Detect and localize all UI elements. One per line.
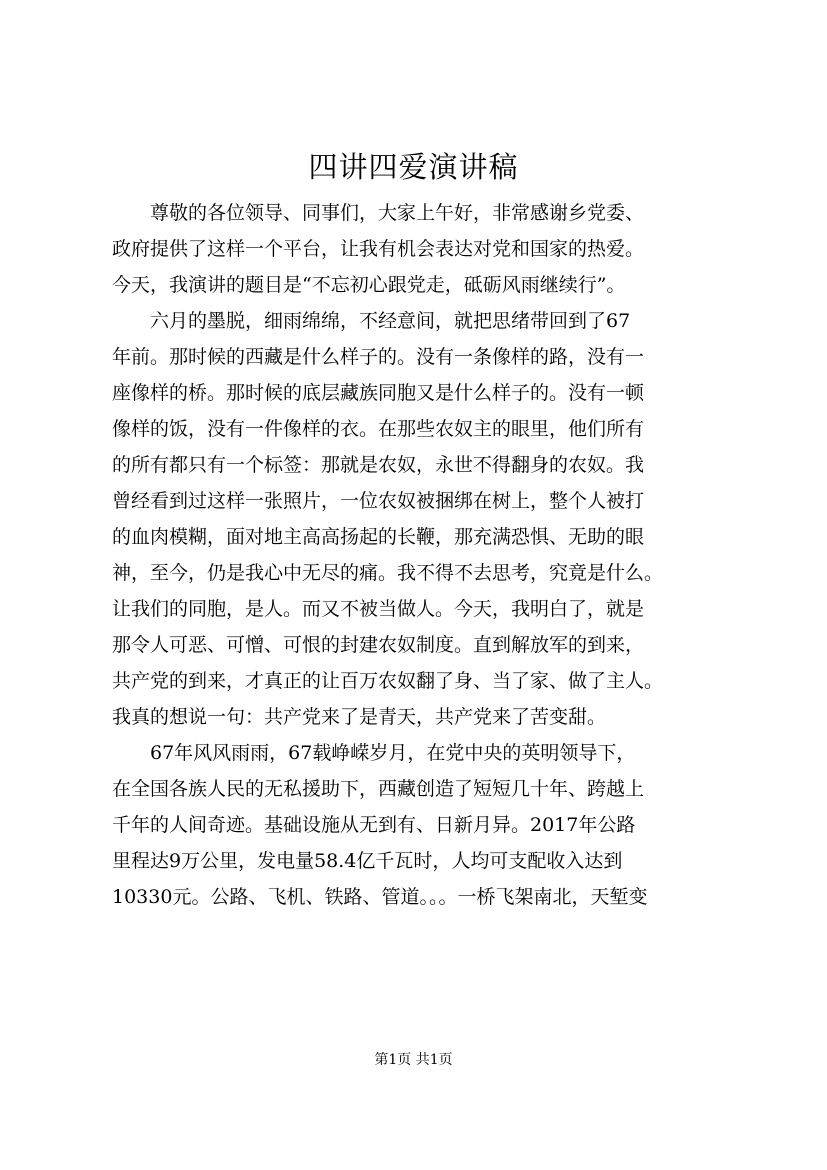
text-line: 里程达9万公里，发电量58.4亿千瓦时，人均可支配收入达到 [112,850,623,872]
text-line: 尊敬的各位领导、同事们，大家上午好，非常感谢乡党委、 [112,202,645,224]
text-line: 在全国各族人民的无私援助下，西藏创造了短短几十年、跨越上 [112,778,645,800]
text-line: 那令人可恶、可憎、可恨的封建农奴制度。直到解放军的到来， [112,634,645,656]
text-line: 像样的饭，没有一件像样的衣。在那些农奴主的眼里，他们所有 [112,418,645,440]
text-line: 今天，我演讲的题目是“不忘初心跟党走，砥砺风雨继续行”。 [112,274,626,296]
text-line: 的血肉模糊，面对地主高高扬起的长鞭，那充满恐惧、无助的眼 [112,526,645,548]
text-line: 67年风风雨雨，67载峥嵘岁月，在党中央的英明领导下， [112,742,636,764]
text-line: 六月的墨脱，细雨绵绵，不经意间，就把思绪带回到了67 [112,310,631,332]
document-body [112,195,719,915]
text-line: 曾经看到过这样一张照片，一位农奴被捆绑在树上，整个人被打 [112,490,645,512]
text-line: 让我们的同胞，是人。而又不被当做人。今天，我明白了，就是 [112,598,645,620]
document-title: 四讲四爱演讲稿 [308,150,519,184]
text-line: 年前。那时候的西藏是什么样子的。没有一条像样的路，没有一 [112,346,645,368]
text-line: 的所有都只有一个标签：那就是农奴，永世不得翻身的农奴。我 [112,454,645,476]
text-line: 10330元。公路、飞机、铁路、管道。。。一桥飞架南北，天堑变 [112,886,648,908]
page-number-footer: 第1页 共1页 [374,1052,453,1068]
text-line: 千年的人间奇迹。基础设施从无到有、日新月异。2017年公路 [112,814,636,836]
text-line: 座像样的桥。那时候的底层藏族同胞又是什么样子的。没有一顿 [112,382,645,404]
text-line: 神，至今，仍是我心中无尽的痛。我不得不去思考，究竟是什么。 [112,562,664,584]
text-line: 政府提供了这样一个平台，让我有机会表达对党和国家的热爱。 [112,238,645,260]
text-line: 我真的想说一句：共产党来了是青天，共产党来了苦变甜。 [112,706,607,728]
text-line: 共产党的到来，才真正的让百万农奴翻了身、当了家、做了主人。 [112,670,664,692]
